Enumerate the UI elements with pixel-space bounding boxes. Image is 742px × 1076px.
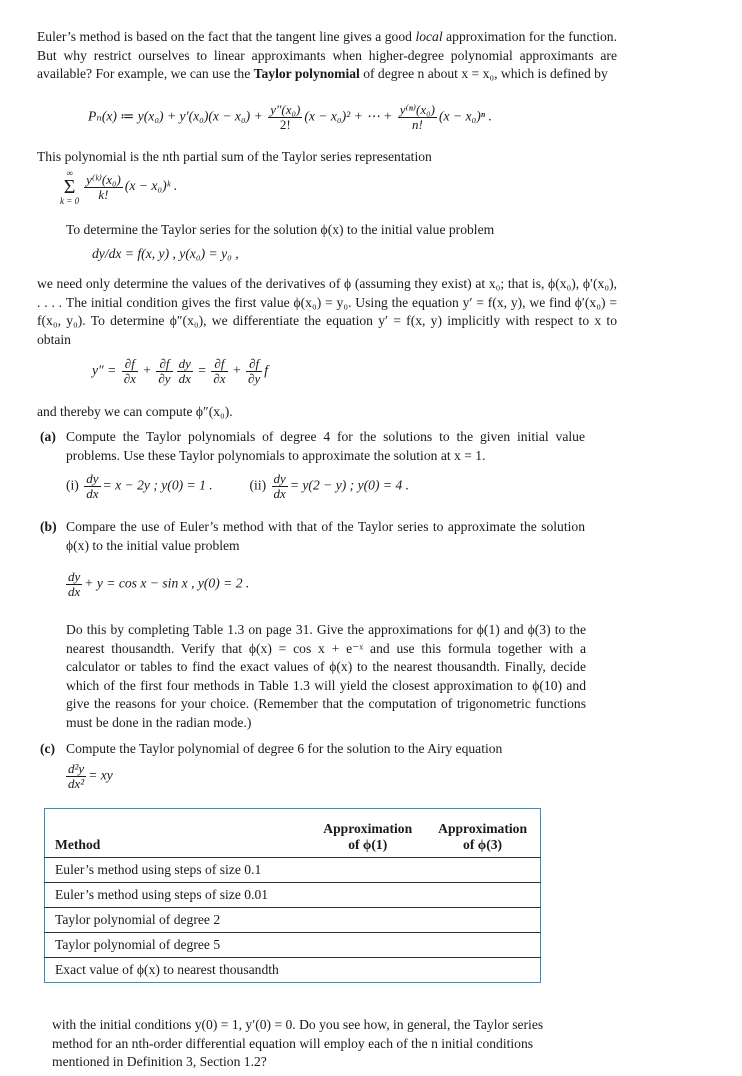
part-b-num: dy (68, 569, 81, 584)
eq2-f3-den: dx (178, 371, 191, 386)
eq1-mid: (x − x₀)² + ⋯ + (304, 108, 393, 124)
cell-phi1[interactable] (310, 908, 425, 933)
eq2-f4-num: ∂f (211, 357, 227, 372)
table-row (45, 908, 541, 933)
eq2-f5-den: ∂y (248, 371, 261, 386)
eq2-equals: = (198, 362, 206, 378)
eq2-f2-den: ∂y (158, 371, 171, 386)
eq1-tail: (x − x₀)ⁿ . (438, 108, 492, 124)
table-row (45, 958, 541, 983)
part-b-text: Compare the use of Euler’s method with that of the Taylor series to approximate the solution ϕ(x) to the initial value problem (66, 519, 585, 553)
intro-text-2: approximation for the function. But why restrict ourselves to linear approximants when higher-degree polynomial approximants are available? For example, we can use the (37, 29, 617, 81)
eq2-f5-num: ∂f (246, 357, 262, 372)
eq2-f2-num: ∂f (156, 357, 172, 372)
eq2-f4-den: ∂x (213, 371, 226, 386)
eq2-f1-num: ∂f (122, 357, 138, 372)
intro-paragraph (37, 28, 617, 84)
table-row (45, 933, 541, 958)
eq2-frac5 (246, 357, 262, 386)
eq1-frac2-den: n! (411, 117, 423, 132)
eq2-lhs: y″ = (92, 362, 117, 378)
cell-phi1[interactable] (310, 858, 425, 883)
table-1-3 (44, 808, 541, 983)
eq2-plus2: + (232, 362, 241, 378)
part-b-equation (64, 570, 249, 599)
cell-phi1[interactable] (310, 933, 425, 958)
part-a-ii-label: (ii) (249, 477, 267, 493)
eq1-frac1 (268, 103, 302, 132)
cell-phi3[interactable] (425, 958, 540, 983)
part-b-den: dx (68, 584, 81, 599)
part-a-i-den: dx (86, 486, 99, 501)
sum-lower: k = 0 (60, 196, 80, 206)
table-header-row (45, 809, 541, 858)
series-frac (84, 173, 123, 202)
part-c-closing-text: with the initial conditions y(0) = 1, y′(0) = 0. Do you see how, in general, the Taylor series method for an nth-order differential equation will employ each of the n initial conditions mentioned in Definition 3, Section 1.2? (52, 1017, 544, 1069)
part-a-label: (a) (40, 429, 56, 444)
part-a-equations (66, 472, 409, 501)
second-derivative-equation (92, 357, 268, 386)
part-a (40, 428, 585, 465)
eq2-f3-num: dy (178, 356, 191, 371)
cell-phi3[interactable] (425, 908, 540, 933)
series-intro-text: This polynomial is the nth partial sum of the Taylor series representation (37, 149, 432, 164)
airy-equation (64, 762, 113, 791)
eq2-frac1 (122, 357, 138, 386)
part-c (40, 740, 585, 759)
eq1-lhs: Pₙ(x) ≔ y(x₀) + y′(x₀)(x − x₀) + (88, 108, 263, 124)
part-a-ii-den: dx (273, 486, 286, 501)
part-c-text: Compute the Taylor polynomial of degree 6 for the solution to the Airy equation (66, 741, 503, 756)
method-exact: Exact value of ϕ(x) to nearest thousandth (45, 958, 311, 983)
part-a-text: Compute the Taylor polynomials of degree 4 for the solutions to the given initial value problems. Use these Taylor polynomials to approximate the solution at x = 1. (66, 429, 585, 463)
part-a-i-frac (84, 472, 100, 501)
series-frac-num: y⁽ᵏ⁾(x₀) (86, 171, 121, 187)
sum-upper: ∞ (66, 168, 73, 178)
eq1-frac2-num: y⁽ⁿ⁾(x₀) (399, 102, 435, 117)
part-a-i-rhs: = x − 2y ; y(0) = 1 . (102, 477, 213, 493)
cell-phi3[interactable] (425, 933, 540, 958)
part-a-ii-num: dy (273, 471, 286, 486)
taylor-series-equation (60, 168, 177, 206)
method-taylor-5: Taylor polynomial of degree 5 (45, 933, 311, 958)
part-a-ii-frac (272, 472, 288, 501)
table-row (45, 858, 541, 883)
part-b-instructions: Do this by completing Table 1.3 on page 31. Give the approximations for ϕ(1) and ϕ(3) to the nearest thousandth. Verify that ϕ(x) = cos x + e⁻ˣ and use this formula together with a calculator or tables to find the exact values of ϕ(x) to the nearest thousandth. Finally, decide which of the first four methods in Table 1.3 will yield the closest approximation to ϕ(10) and give the reasons for your choice. (Remember that the computation of trigonometric functions must be done in the radian mode.) (66, 622, 586, 730)
eq1-frac1-den: 2! (279, 117, 291, 132)
method-euler-0-1: Euler’s method using steps of size 0.1 (45, 858, 311, 883)
ivp-equation: dy/dx = f(x, y) , y(x₀) = y₀ , (92, 246, 239, 261)
eq1-frac1-num: y″(x₀) (270, 102, 301, 117)
part-b-rhs: + y = cos x − sin x , y(0) = 2 . (84, 575, 250, 591)
cell-phi3[interactable] (425, 858, 540, 883)
part-a-i-label: (i) (66, 477, 79, 493)
compute-phi-text: and thereby we can compute ϕ″(x₀). (37, 404, 233, 419)
method-euler-0-01: Euler’s method using steps of size 0.01 (45, 883, 311, 908)
eq2-frac2 (156, 357, 172, 386)
sum-sigma: Σ (63, 176, 76, 198)
cell-phi1[interactable] (310, 883, 425, 908)
intro-local-word: local (415, 29, 443, 44)
col-phi3-header: Approximation of ϕ(3) (438, 821, 528, 852)
part-b-label: (b) (40, 519, 57, 534)
derivative-paragraph: we need only determine the values of the derivatives of ϕ (assuming they exist) at x₀; that is, ϕ(x₀), ϕ′(x₀), . . . . The initial condition gives the first value ϕ(x₀) = y₀. Using the equation y′ = f(x, y), we find ϕ′(x₀) = f(x₀, y₀). To determine ϕ″(x₀), we differentiate the equation y′ = f(x, y) implicitly with respect to x to obtain (37, 276, 617, 347)
part-a-i-num: dy (86, 471, 99, 486)
part-b (40, 518, 585, 555)
sum-symbol (60, 168, 79, 206)
cell-phi3[interactable] (425, 883, 540, 908)
intro-text-1: Euler’s method is based on the fact that the tangent line gives a good (37, 29, 416, 44)
eq2-frac3 (177, 357, 193, 386)
eq2-frac4 (211, 357, 227, 386)
eq2-f1-den: ∂x (123, 371, 136, 386)
airy-num: d²y (68, 761, 85, 776)
airy-rhs: = xy (88, 767, 113, 783)
eq2-tail: f (264, 362, 269, 378)
airy-frac (66, 762, 86, 791)
method-taylor-2: Taylor polynomial of degree 2 (45, 908, 311, 933)
intro-text-3: of degree n about x = x₀, which is defined by (359, 66, 608, 81)
col-phi1-header: Approximation of ϕ(1) (323, 821, 413, 852)
series-tail: (x − x₀)ᵏ . (124, 178, 178, 194)
cell-phi1[interactable] (310, 958, 425, 983)
part-a-ii-rhs: = y(2 − y) ; y(0) = 4 . (289, 477, 410, 493)
part-b-frac (66, 570, 82, 599)
col-method-header: Method (55, 837, 101, 852)
part-c-label: (c) (40, 741, 56, 756)
ivp-intro-text: To determine the Taylor series for the solution ϕ(x) to the initial value problem (66, 222, 495, 237)
airy-den: dx² (68, 776, 85, 791)
eq1-frac2 (398, 103, 437, 132)
taylor-polynomial-equation (88, 103, 492, 132)
eq2-plus: + (143, 362, 151, 378)
intro-taylor-term: Taylor polynomial (253, 66, 360, 81)
series-frac-den: k! (98, 186, 109, 202)
table-row (45, 883, 541, 908)
